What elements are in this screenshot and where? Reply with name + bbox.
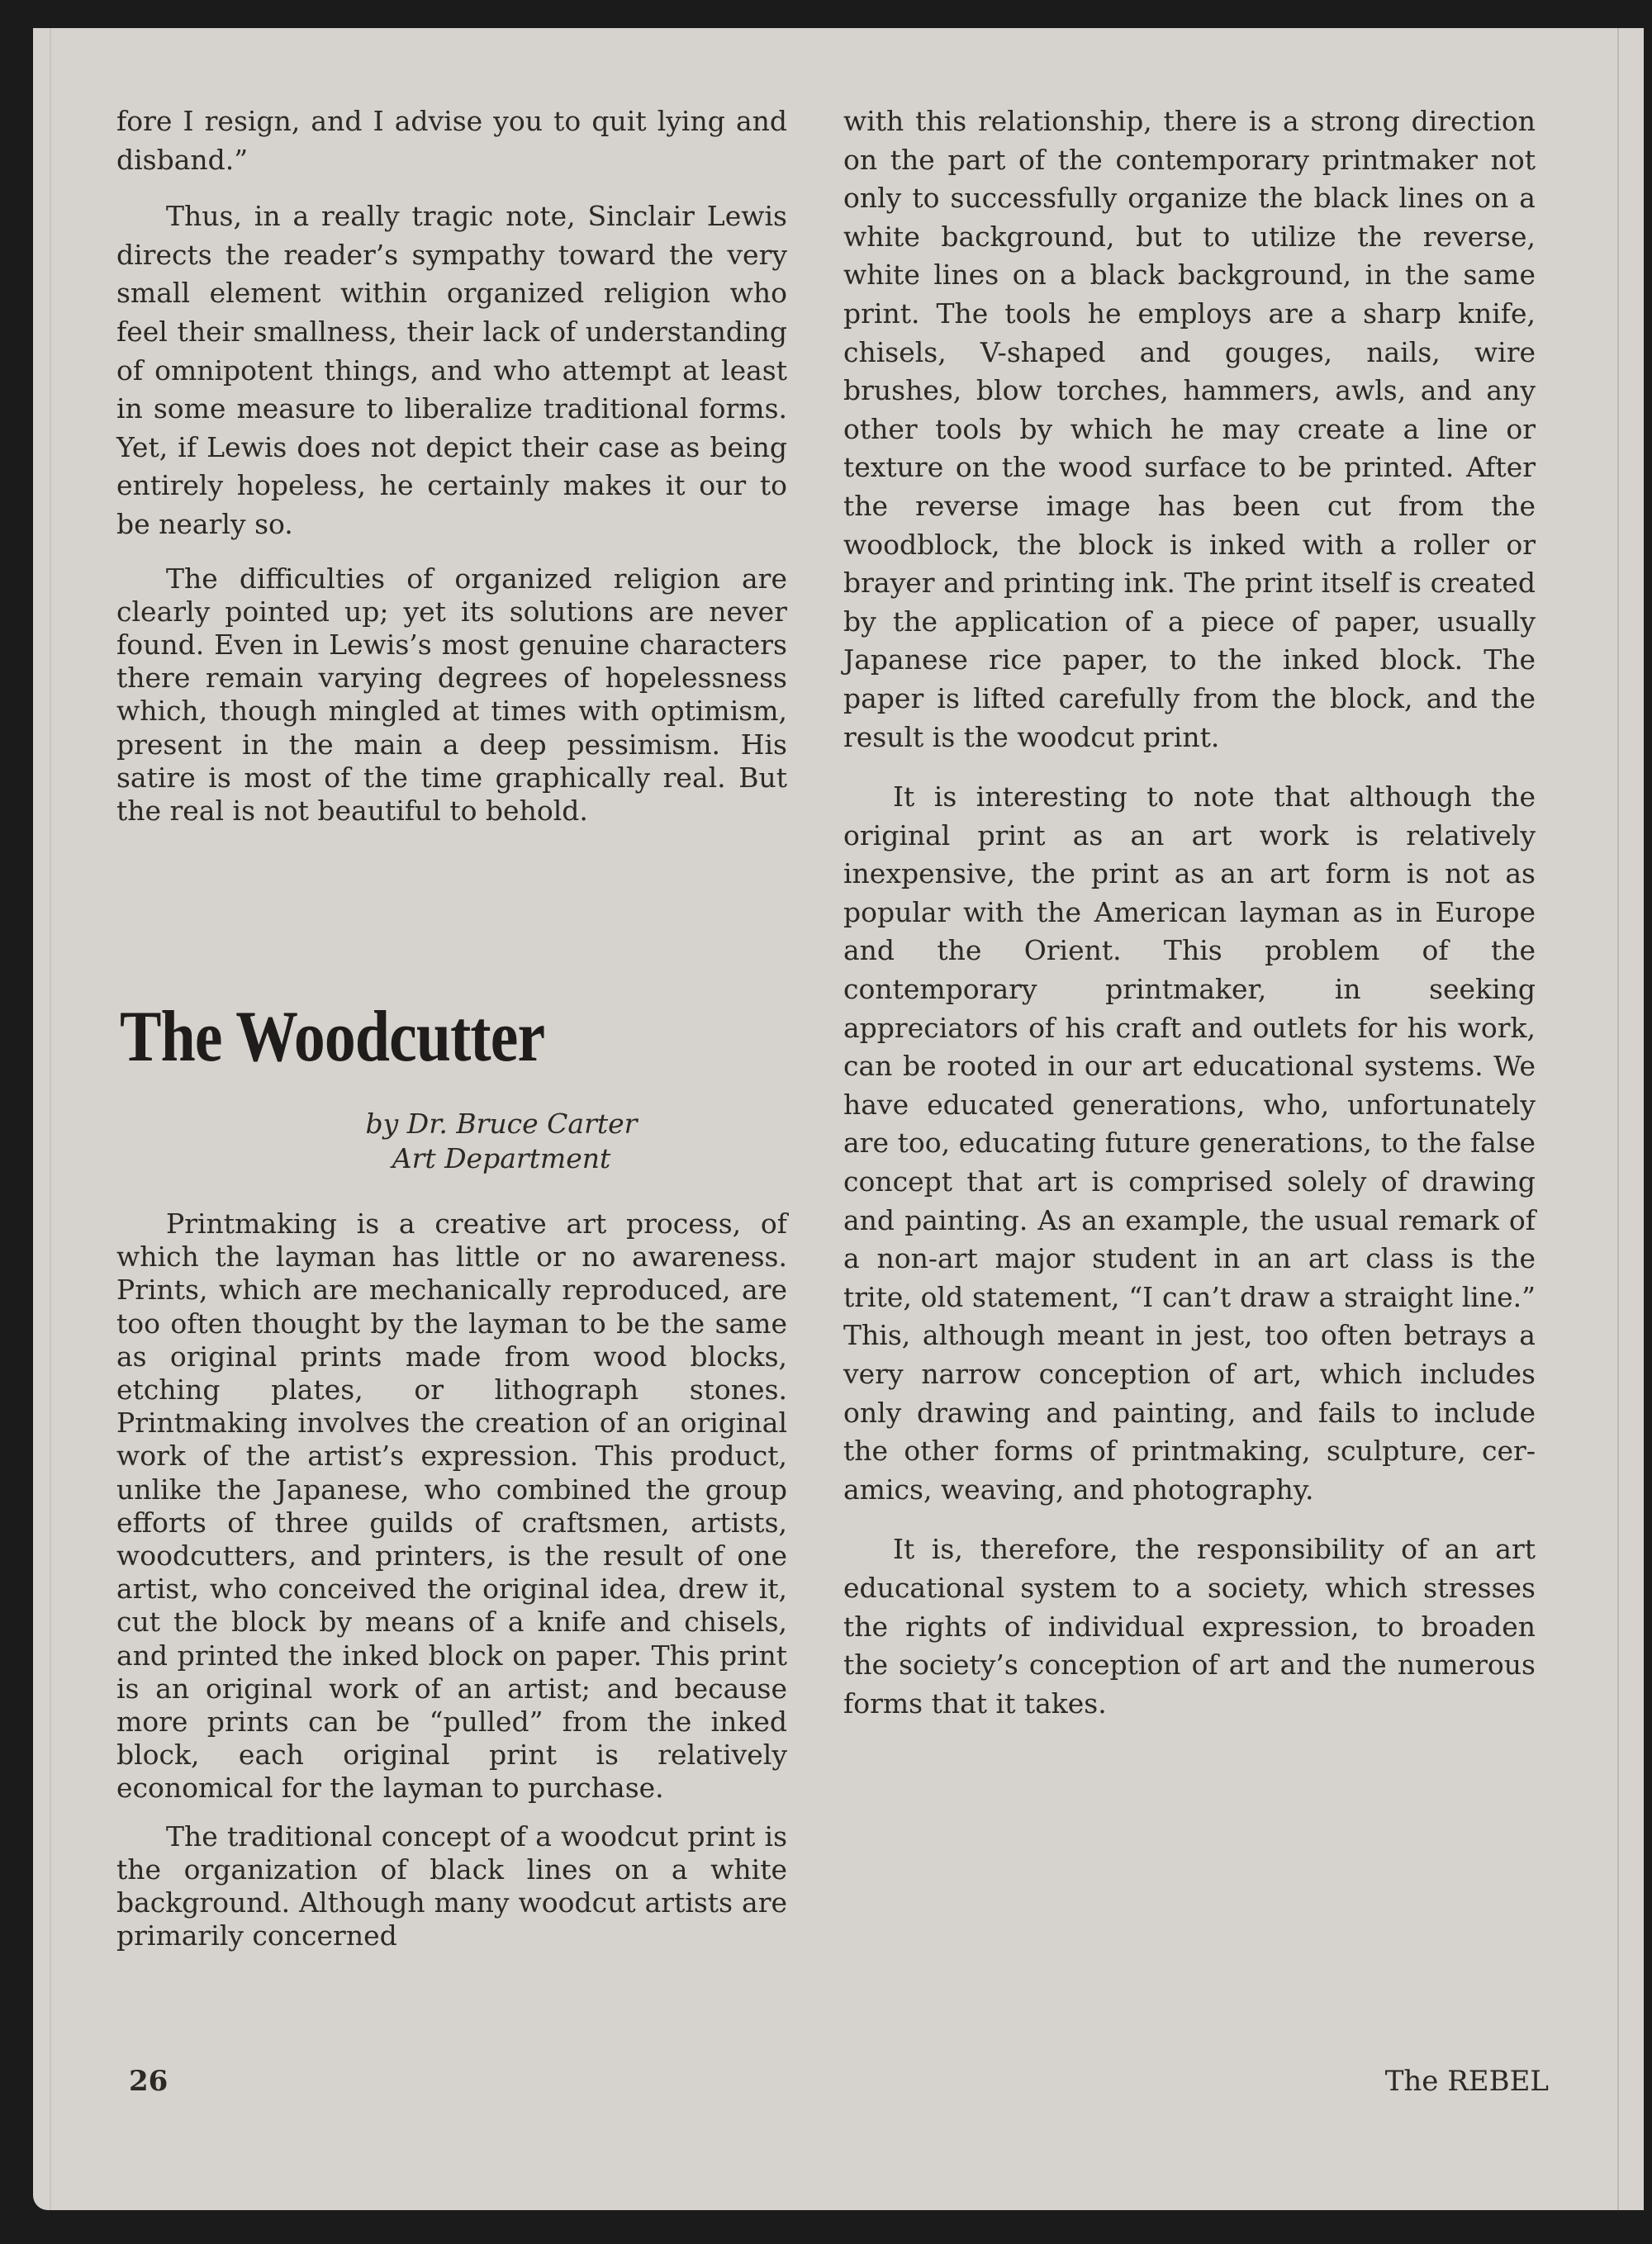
article-paragraph: The traditional concept of a woodcut print is the organization of black lines on a white background. Although many woodcut artists are primarily concerned — [116, 1819, 787, 1952]
article-right-column — [843, 102, 1536, 1723]
continued-paragraph: The difficulties of organized religion are clearly pointed up; yet its solutions are never found. Even in Lewis’s most genuine characters there remain varying degrees of hopelessness which, though mingled at times with optimism, present in the main a deep pessimism. His satire is most of the time graphically real. But the real is not beautiful to behold. — [116, 562, 787, 827]
page-fold-edge — [1617, 28, 1619, 2210]
continued-paragraph: Thus, in a really tragic note, Sinclair Lewis directs the reader’s sympathy toward the very small element within organized religion who feel their smallness, their lack of understanding of omnipotent things, and who attempt at least in some measure to liberalize traditional forms. Yet, if Lewis does not depict their case as being entirely hopeless, he certainly makes it our to be nearly so. — [116, 200, 787, 540]
article-paragraph: Printmaking is a creative art process, of which the layman has little or no awareness. Prints, which are mechanically reproduced, are too often thought by the layman to be the same as original prints made from wood blocks, etching plates, or lithograph stones. Printmaking involves the creation of an original work of the artist’s expression. This product, unlike the Japanese, who combined the group efforts of three guilds of craftsmen, artists, woodcutters, and printers, is the result of one artist, who conceived the original idea, drew it, cut the block by means of a knife and chisels, and printed the inked block on paper. This print is an original work of an artist; and because more prints can be “pulled” from the inked block, each original print is relatively economical for the layman to purchase. — [116, 1207, 787, 1805]
byline-author: by Dr. Bruce Carter — [365, 1108, 638, 1140]
article-title: The Woodcutter — [120, 997, 545, 1077]
article-paragraph: with this relationship, there is a strong direction on the part of the contemporary printmaker not only to successfully organize the black lines on a white background, but to utilize the reverse, white lines on a black background, in the same print. The tools he employs are a sharp knife, chisels, V-shaped and gouges, nails, wire brushes, blow torches, hammers, awls, and any other tools by which he may create a line or texture on the wood surface to be printed. After the reverse image has been cut from the woodblock, the block is inked with a roller or brayer and printing ink. The print itself is created by the application of a piece of paper, usually Japanese rice paper, to the inked block. The paper is lifted carefully from the block, and the result is the woodcut print. — [843, 105, 1536, 753]
running-footer: The REBEL — [1384, 2065, 1549, 2098]
left-column — [116, 102, 787, 828]
continued-paragraph: fore I resign, and I advise you to quit lying and disband.” — [116, 105, 787, 176]
article-left-column — [116, 1207, 787, 1952]
page-gutter-edge — [50, 28, 51, 2210]
article-paragraph: It is interesting to note that although the original print as an art work is relatively inexpensive, the print as an art form is not as popular with the American layman as in Europe and the Orient. This problem of the contemporary printmaker, in seeking appreciators of his craft and outlets for his work, can be rooted in our art educational systems. We have educated generations, who, unfortunately are too, educating future generations, to the false concept that art is comprised solely of drawing and painting. As an example, the usual remark of a non-art major student in an art class is the trite, old statement, “I can’t draw a straight line.” This, although meant in jest, too often betrays a very narrow conception of art, which includes only drawing and painting, and fails to include the other forms of printmaking, sculpture, ceramics, weaving, and photography. — [843, 780, 1536, 1506]
article-paragraph: It is, therefore, the responsibility of an art educational system to a society, which stresses the rights of individual expression, to broaden the society’s conception of art and the numerous forms that it takes. — [843, 1533, 1536, 1720]
byline-department: Art Department — [392, 1142, 611, 1174]
page-number: 26 — [129, 2065, 169, 2098]
article-byline — [116, 1107, 787, 1176]
